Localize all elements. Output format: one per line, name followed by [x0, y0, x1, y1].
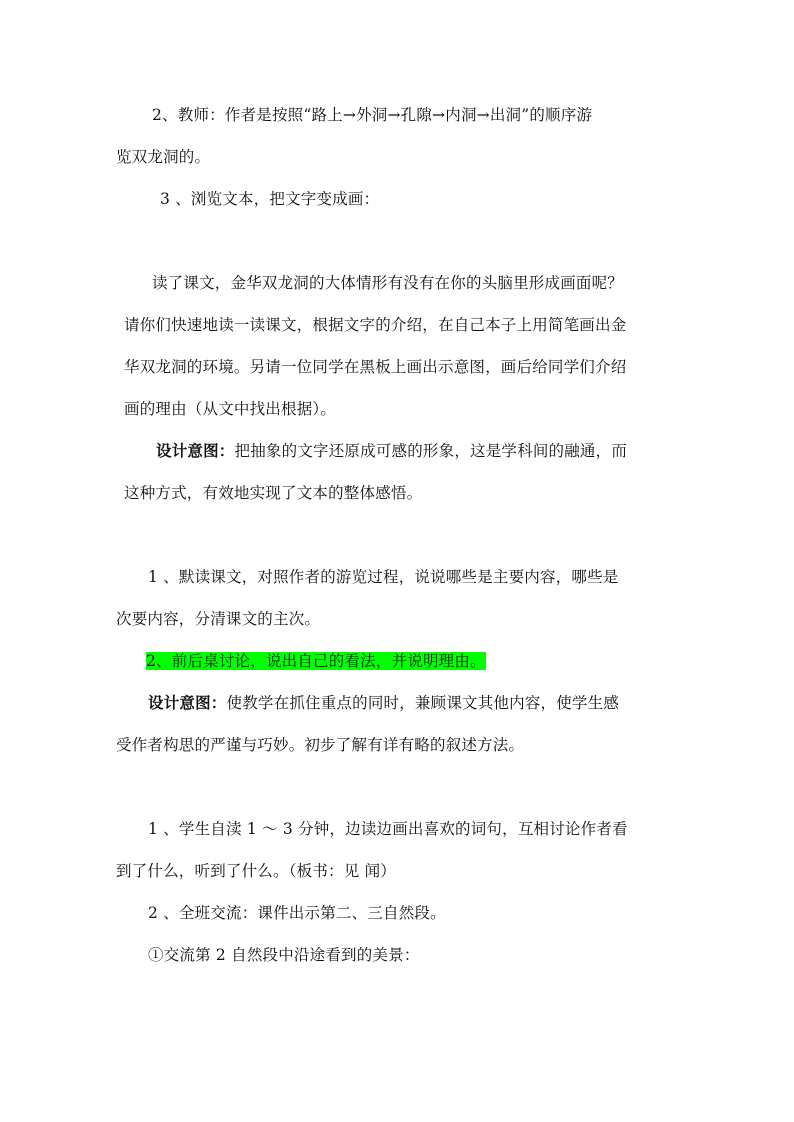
design-intent-text: 把抽象的文字还原成可感的形象，这是学科间的融通，而	[234, 442, 628, 460]
highlighted-line	[146, 650, 486, 672]
paragraph-line: 读了课文，金华双龙洞的大体情形有没有在你的头脑里形成画面呢？	[152, 274, 624, 292]
paragraph-line: 受作者构思的严谨与巧妙。初步了解有详有略的叙述方法。	[116, 736, 525, 754]
paragraph-line: 画的理由（从文中找出根据）。	[124, 400, 337, 418]
paragraph-line: ①交流第 2 自然段中沿途看到的美景：	[148, 946, 420, 964]
highlighted-text: 2、前后桌讨论，说出自己的看法，并说明理由。	[146, 652, 486, 670]
paragraph-line: 1 、学生自渎 1 ～ 3 分钟，边读边画出喜欢的词句，互相讨论作者看	[148, 820, 628, 838]
design-intent-label: 设计意图：	[148, 694, 227, 712]
paragraph-line: 2、教师：作者是按照“路上→外洞→孔隙→内洞→出洞”的顺序游	[152, 106, 593, 124]
design-intent-line	[156, 440, 627, 462]
design-intent-text: 使教学在抓住重点的同时，兼顾课文其他内容，使学生感	[226, 694, 620, 712]
design-intent-label: 设计意图：	[156, 442, 235, 460]
paragraph-line: 这种方式，有效地实现了文本的整体感悟。	[124, 484, 423, 502]
paragraph-line: 华双龙洞的环境。另请一位同学在黑板上画出示意图，画后给同学们介绍	[124, 358, 627, 376]
paragraph-line: 1 、默读课文，对照作者的游览过程，说说哪些是主要内容，哪些是	[148, 568, 619, 586]
design-intent-line	[148, 692, 619, 714]
paragraph-line: 到了什么，听到了什么。（板书：见 闻）	[116, 862, 396, 880]
paragraph-line: 请你们快速地读一读课文，根据文字的介绍，在自己本子上用简笔画出金	[124, 316, 627, 334]
paragraph-line: 2 、全班交流：课件出示第二、三自然段。	[148, 904, 446, 922]
paragraph-line: 次要内容，分清课文的主次。	[116, 610, 321, 628]
paragraph-line: 3 、浏览文本，把文字变成画：	[160, 190, 380, 208]
paragraph-line: 览双龙洞的。	[116, 148, 211, 166]
